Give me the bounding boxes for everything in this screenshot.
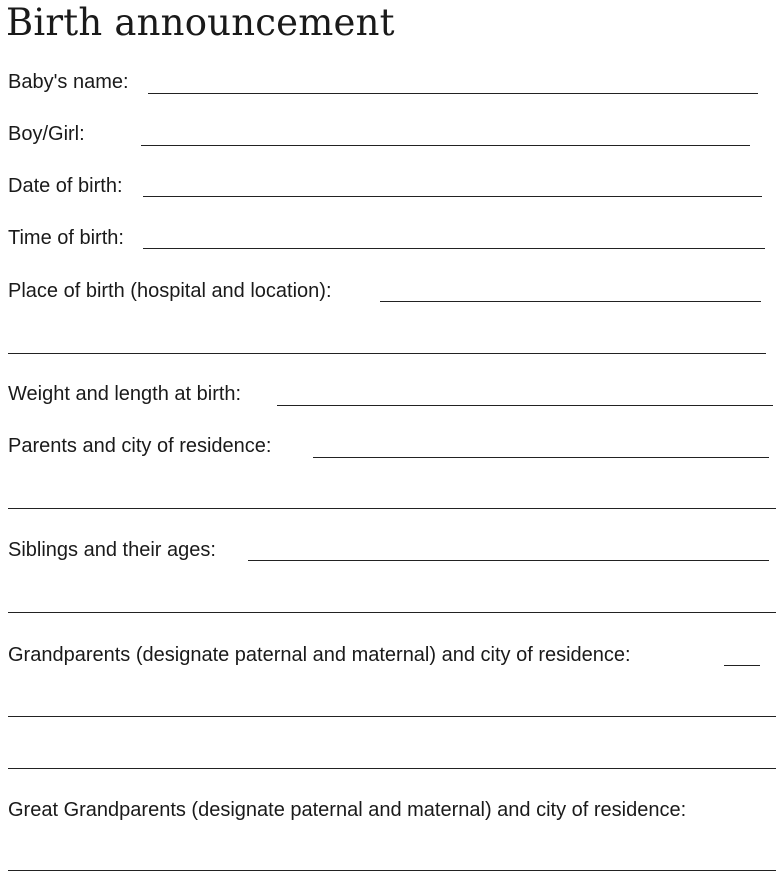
- weight-length-label: Weight and length at birth:: [8, 383, 242, 405]
- date-of-birth-label: Date of birth:: [8, 175, 123, 197]
- sex-line[interactable]: [141, 145, 750, 146]
- grandparents-label: Grandparents (designate paternal and maternal) and city of residence:: [8, 644, 631, 666]
- grandparents-line-3[interactable]: [8, 768, 776, 769]
- place-of-birth-line[interactable]: [380, 301, 761, 302]
- form-title: Birth announcement: [6, 1, 395, 44]
- parents-line[interactable]: [313, 457, 769, 458]
- parents-label: Parents and city of residence:: [8, 435, 272, 457]
- parents-line-2[interactable]: [8, 508, 776, 509]
- place-of-birth-label: Place of birth (hospital and location):: [8, 280, 332, 302]
- grandparents-line[interactable]: [724, 665, 760, 666]
- time-of-birth-label: Time of birth:: [8, 227, 124, 249]
- great-grandparents-line[interactable]: [8, 870, 776, 871]
- siblings-line[interactable]: [248, 560, 769, 561]
- place-of-birth-line-2[interactable]: [8, 353, 766, 354]
- baby-name-line[interactable]: [148, 93, 758, 94]
- grandparents-line-2[interactable]: [8, 716, 776, 717]
- time-of-birth-line[interactable]: [143, 248, 765, 249]
- great-grandparents-label: Great Grandparents (designate paternal and maternal) and city of residence:: [8, 799, 687, 821]
- sex-label: Boy/Girl:: [8, 123, 85, 145]
- siblings-line-2[interactable]: [8, 612, 776, 613]
- baby-name-label: Baby's name:: [8, 71, 129, 93]
- date-of-birth-line[interactable]: [143, 196, 762, 197]
- siblings-label: Siblings and their ages:: [8, 539, 216, 561]
- weight-length-line[interactable]: [277, 405, 773, 406]
